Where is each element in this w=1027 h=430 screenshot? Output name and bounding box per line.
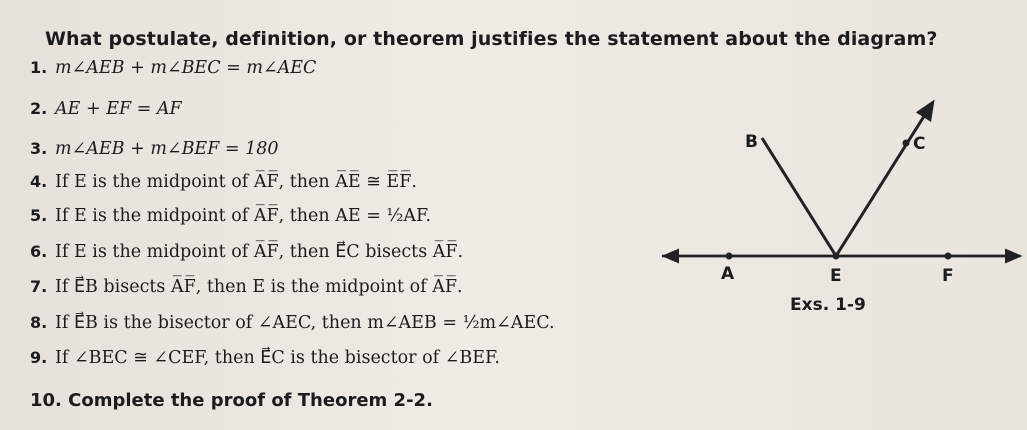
exercise-text: If E is the midpoint of A̅F̅, then A̅E̅ ≅ E̅F̅. bbox=[55, 172, 417, 192]
label-a: A bbox=[721, 264, 735, 284]
exercise-text: If E⃗B bisects A̅F̅, then E is the midpoint of A̅F̅. bbox=[55, 277, 463, 297]
exercise-text: If E is the midpoint of A̅F̅, then E⃗C bisects A̅F̅. bbox=[55, 242, 464, 262]
exercise-number: 2. bbox=[30, 99, 48, 118]
exercise-text: If E⃗B is the bisector of ∠AEC, then m∠AEB = ½m∠AEC. bbox=[55, 313, 555, 333]
label-f: F bbox=[942, 266, 954, 286]
ray-ec bbox=[836, 102, 933, 256]
exercise-9 bbox=[30, 348, 500, 368]
exercise-text: If ∠BEC ≅ ∠CEF, then E⃗C is the bisector of ∠BEF. bbox=[55, 348, 500, 368]
exercise-6 bbox=[30, 242, 463, 262]
label-b: B bbox=[745, 132, 758, 152]
point-f bbox=[945, 253, 952, 260]
point-e bbox=[833, 253, 840, 260]
exercise-number: 7. bbox=[30, 277, 48, 296]
point-a bbox=[726, 253, 733, 260]
exercise-3 bbox=[30, 139, 279, 159]
exercise-text: If E is the midpoint of A̅F̅, then AE = ½AF. bbox=[55, 206, 432, 226]
exercise-10: 10. Complete the proof of Theorem 2-2. bbox=[30, 390, 433, 411]
exercise-number: 4. bbox=[30, 172, 48, 191]
exercise-number: 8. bbox=[30, 313, 48, 332]
exercise-number: 1. bbox=[30, 58, 48, 77]
diagram-caption: Exs. 1-9 bbox=[790, 295, 866, 315]
exercise-4 bbox=[30, 172, 417, 192]
exercise-text: m∠AEB + m∠BEC = m∠AEC bbox=[55, 58, 317, 78]
label-c: C bbox=[913, 134, 926, 154]
exercise-number: 5. bbox=[30, 206, 48, 225]
exercise-text: AE + EF = AF bbox=[55, 99, 182, 119]
exercise-7 bbox=[30, 277, 463, 297]
exercise-text: m∠AEB + m∠BEF = 180 bbox=[55, 139, 279, 159]
exercise-8 bbox=[30, 313, 555, 333]
exercise-1 bbox=[30, 58, 316, 78]
exercise-2 bbox=[30, 99, 182, 119]
ray-eb bbox=[762, 138, 836, 256]
exercise-5 bbox=[30, 206, 431, 226]
label-e: E bbox=[830, 266, 842, 286]
exercise-number: 3. bbox=[30, 139, 48, 158]
exercise-heading: What postulate, definition, or theorem justifies the statement about the diagram? bbox=[45, 28, 938, 50]
exercise-number: 9. bbox=[30, 348, 48, 367]
exercise-number: 6. bbox=[30, 242, 48, 261]
point-c bbox=[903, 140, 910, 147]
